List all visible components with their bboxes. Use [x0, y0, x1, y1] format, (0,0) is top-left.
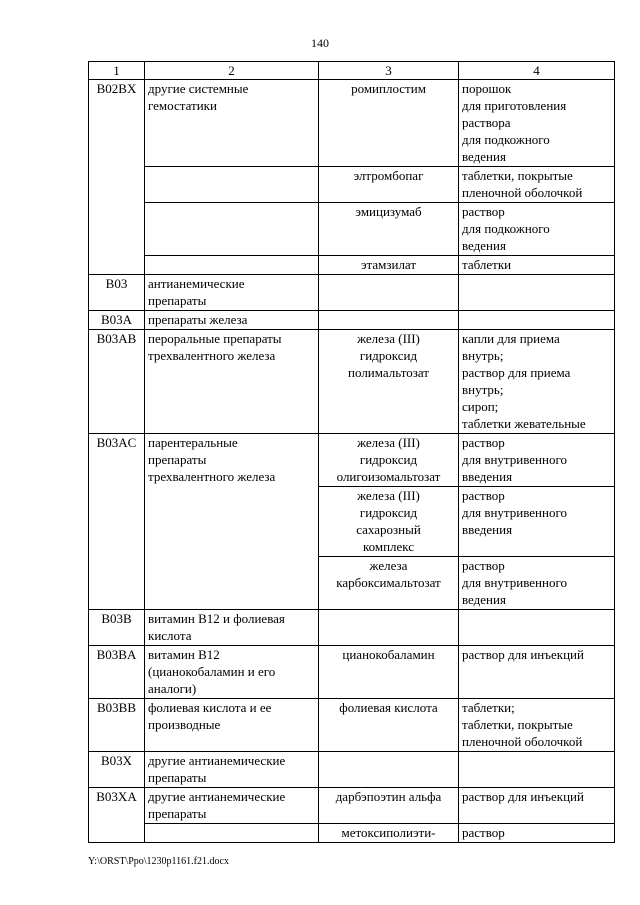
group-cell: фолиевая кислота и ее производные [145, 699, 319, 752]
form-cell: раствор для внутривенного введения [459, 434, 615, 487]
atc-code-cell: B03AC [89, 434, 145, 610]
atc-code-cell: B03BB [89, 699, 145, 752]
table-row [89, 80, 615, 167]
table-row [89, 788, 615, 824]
group-cell: парентеральные препараты трехвалентного железа [145, 434, 319, 610]
page-number: 140 [311, 36, 329, 50]
form-cell: капли для приема внутрь; раствор для приема внутрь; сироп; таблетки жевательные [459, 330, 615, 434]
table-row [89, 646, 615, 699]
drug-cell: железа (III) гидроксид сахарозный комплекс [319, 487, 459, 557]
form-cell: таблетки; таблетки, покрытые пленочной оболочкой [459, 699, 615, 752]
group-cell: препараты железа [145, 311, 319, 330]
group-cell [145, 167, 319, 203]
group-cell: витамин B12 (цианокобаламин и его аналоги) [145, 646, 319, 699]
form-cell: раствор для внутривенного ведения [459, 557, 615, 610]
atc-code-cell: B02BX [89, 80, 145, 275]
group-cell: пероральные препараты трехвалентного железа [145, 330, 319, 434]
medicine-table [88, 61, 615, 843]
group-cell: другие системные гемостатики [145, 80, 319, 167]
group-cell [145, 256, 319, 275]
atc-code-cell: B03BA [89, 646, 145, 699]
group-cell: другие антианемические препараты [145, 788, 319, 824]
drug-cell: железа (III) гидроксид олигоизомальтозат [319, 434, 459, 487]
drug-cell: элтромбопаг [319, 167, 459, 203]
form-cell [459, 275, 615, 311]
atc-code-cell: B03 [89, 275, 145, 311]
table-header-row [89, 62, 615, 80]
drug-cell: железа (III) гидроксид полимальтозат [319, 330, 459, 434]
group-cell: витамин B12 и фолиевая кислота [145, 610, 319, 646]
table-row [89, 824, 615, 843]
table-row [89, 203, 615, 256]
table-row [89, 610, 615, 646]
atc-code-cell: B03XA [89, 788, 145, 843]
form-cell [459, 311, 615, 330]
form-cell [459, 610, 615, 646]
group-cell [145, 824, 319, 843]
drug-cell [319, 752, 459, 788]
drug-cell: железа карбоксимальтозат [319, 557, 459, 610]
form-cell: раствор [459, 824, 615, 843]
table-row [89, 434, 615, 487]
group-cell: антианемические препараты [145, 275, 319, 311]
table-row [89, 330, 615, 434]
table-row [89, 311, 615, 330]
atc-code-cell: B03A [89, 311, 145, 330]
drug-cell: цианокобаламин [319, 646, 459, 699]
table-row [89, 752, 615, 788]
header-cell: 4 [459, 62, 615, 80]
atc-code-cell: B03B [89, 610, 145, 646]
header-cell: 2 [145, 62, 319, 80]
form-cell: раствор для инъекций [459, 788, 615, 824]
form-cell: раствор для внутривенного введения [459, 487, 615, 557]
drug-cell: метоксиполиэти- [319, 824, 459, 843]
form-cell: раствор для инъекций [459, 646, 615, 699]
table-row [89, 275, 615, 311]
form-cell: таблетки [459, 256, 615, 275]
document-path-footer: Y:\ORST\Ppo\1230p1161.f21.docx [88, 856, 229, 867]
drug-cell: дарбэпоэтин альфа [319, 788, 459, 824]
atc-code-cell: B03X [89, 752, 145, 788]
atc-code-cell: B03AB [89, 330, 145, 434]
header-cell: 3 [319, 62, 459, 80]
drug-cell [319, 610, 459, 646]
table-row [89, 256, 615, 275]
form-cell: порошок для приготовления раствора для подкожного ведения [459, 80, 615, 167]
drug-cell [319, 275, 459, 311]
drug-cell [319, 311, 459, 330]
group-cell [145, 203, 319, 256]
drug-cell: этамзилат [319, 256, 459, 275]
table-row [89, 699, 615, 752]
form-cell [459, 752, 615, 788]
form-cell: таблетки, покрытые пленочной оболочкой [459, 167, 615, 203]
group-cell: другие антианемические препараты [145, 752, 319, 788]
drug-cell: эмицизумаб [319, 203, 459, 256]
header-cell: 1 [89, 62, 145, 80]
drug-cell: фолиевая кислота [319, 699, 459, 752]
table-row [89, 167, 615, 203]
drug-cell: ромиплостим [319, 80, 459, 167]
form-cell: раствор для подкожного ведения [459, 203, 615, 256]
